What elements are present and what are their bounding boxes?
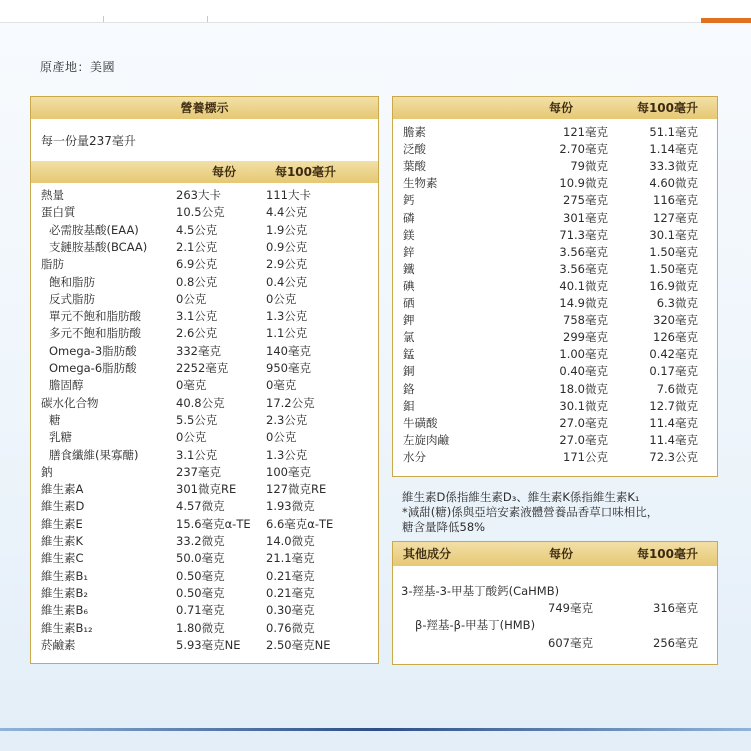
nutrient-per-100ml: 1.1公克 xyxy=(266,326,308,341)
nutrient-row xyxy=(403,210,713,227)
nutrient-per-100ml: 0.21毫克 xyxy=(266,585,315,600)
nutrient-per-serving: 299毫克 xyxy=(563,330,608,345)
nutrient-label: 鋅 xyxy=(403,244,415,259)
nutrient-label: 葉酸 xyxy=(403,159,426,174)
nutrient-label: 維生素B₂ xyxy=(41,585,88,600)
nutrient-row xyxy=(41,187,371,204)
other-ingredients-header xyxy=(393,542,717,566)
nutrient-per-serving: 121毫克 xyxy=(563,125,608,139)
nutrient-row xyxy=(49,377,379,394)
nutrient-per-100ml: 14.0微克 xyxy=(266,534,315,548)
column-per-serving: 每份 xyxy=(548,101,573,115)
nutrient-label: 多元不飽和脂肪酸 xyxy=(49,326,141,341)
nutrient-row xyxy=(403,363,713,380)
nutrient-per-100ml: 127微克RE xyxy=(266,482,327,497)
nutrient-per-100ml: 140毫克 xyxy=(266,343,311,358)
nutrient-per-100ml: 6.3微克 xyxy=(656,296,698,310)
nutrient-per-100ml: 4.4公克 xyxy=(266,205,308,220)
nutrient-row xyxy=(41,464,371,481)
other-ingredient-name: 3-羥基-3-甲基丁酸鈣(CaHMB) xyxy=(401,584,560,598)
nutrient-per-serving: 2.1公克 xyxy=(176,239,218,254)
nutrient-per-100ml: 0公克 xyxy=(266,430,297,445)
nutrient-row xyxy=(49,360,379,377)
nutrient-per-serving: 79微克 xyxy=(570,159,608,174)
nutrient-label: 牛磺酸 xyxy=(403,415,438,430)
nutrient-label: 維生素B₆ xyxy=(41,603,88,618)
nutrient-per-100ml: 51.1毫克 xyxy=(649,125,698,139)
nutrient-per-100ml: 0公克 xyxy=(266,291,297,306)
nutrient-label: 維生素B₁₂ xyxy=(41,620,93,635)
nutrient-row xyxy=(403,278,713,295)
nutrition-title-bar xyxy=(31,97,378,119)
nutrient-per-serving: 3.56毫克 xyxy=(559,244,608,259)
nutrient-per-serving: 0公克 xyxy=(176,430,207,445)
column-per-serving: 每份 xyxy=(548,547,573,561)
nutrient-label: 熱量 xyxy=(41,188,64,202)
nutrient-label: 維生素E xyxy=(41,516,83,531)
nutrient-per-serving: 33.2微克 xyxy=(176,534,225,548)
other-ingredient-per-serving: 749毫克 xyxy=(548,601,593,615)
nutrient-per-100ml: 0.4公克 xyxy=(266,274,308,289)
nutrient-per-100ml: 0.30毫克 xyxy=(266,603,315,618)
nutrient-label: 水分 xyxy=(403,449,426,464)
nutrient-per-100ml: 17.2公克 xyxy=(266,395,315,410)
nutrient-per-100ml: 6.6毫克α-TE xyxy=(266,516,334,531)
nutrient-per-100ml: 7.6微克 xyxy=(656,381,698,396)
nutrient-row xyxy=(403,261,713,278)
nutrient-per-serving: 18.0微克 xyxy=(559,381,608,396)
nutrient-row xyxy=(41,568,371,585)
nutrient-per-100ml: 1.14毫克 xyxy=(649,142,698,157)
nutrient-row xyxy=(41,637,371,654)
column-per-100ml: 每100毫升 xyxy=(636,101,698,115)
column-per-100ml: 每100毫升 xyxy=(636,547,698,561)
nutrient-per-serving: 263大卡 xyxy=(176,188,221,202)
nutrient-label: 支鏈胺基酸(BCAA) xyxy=(49,239,148,254)
nutrient-per-serving: 71.3毫克 xyxy=(559,227,608,242)
nutrient-per-100ml: 21.1毫克 xyxy=(266,551,315,566)
nutrient-label: 鐵 xyxy=(403,261,415,276)
other-ingredient-per-100ml: 256毫克 xyxy=(653,636,698,650)
nutrient-row xyxy=(403,329,713,346)
nutrient-per-serving: 1.00毫克 xyxy=(559,347,608,362)
nutrient-per-100ml: 1.9公克 xyxy=(266,222,308,237)
nutrient-label: 蛋白質 xyxy=(41,205,76,220)
nutrient-row xyxy=(49,447,379,464)
nutrient-row xyxy=(403,192,713,209)
nutrient-label: 維生素D xyxy=(41,499,85,514)
footnote-sugar-reduction: 糖含量降低58% xyxy=(402,520,486,534)
nutrient-row xyxy=(403,346,713,363)
nutrient-per-serving: 50.0毫克 xyxy=(176,551,225,566)
nutrient-label: 必需胺基酸(EAA) xyxy=(49,222,139,237)
nutrient-per-serving: 0.71毫克 xyxy=(176,603,225,618)
nutrient-per-100ml: 0.21毫克 xyxy=(266,568,315,583)
nutrient-per-100ml: 950毫克 xyxy=(266,361,311,375)
top-bar xyxy=(0,0,751,23)
nutrient-row xyxy=(49,412,379,429)
nutrient-per-serving: 2.70毫克 xyxy=(559,142,608,157)
nutrient-per-100ml: 1.50毫克 xyxy=(649,261,698,276)
nutrient-per-100ml: 30.1毫克 xyxy=(649,227,698,242)
other-ingredients-title: 其他成分 xyxy=(403,547,452,561)
nutrient-label: 維生素K xyxy=(41,534,84,548)
nutrient-label: 鈣 xyxy=(403,193,415,208)
top-bar-divider xyxy=(207,16,208,22)
nutrient-label: 碳水化合物 xyxy=(41,395,99,410)
nutrient-row xyxy=(49,308,379,325)
nutrient-per-100ml: 1.3公克 xyxy=(266,309,308,324)
bottom-bar xyxy=(0,728,751,731)
nutrient-per-100ml: 1.93微克 xyxy=(266,499,315,514)
nutrient-row xyxy=(41,498,371,515)
nutrient-per-serving: 40.1微克 xyxy=(559,278,608,293)
nutrient-per-serving: 332毫克 xyxy=(176,343,221,358)
nutrient-row xyxy=(41,516,371,533)
nutrient-label: 銅 xyxy=(403,364,415,379)
nutrient-row xyxy=(41,256,371,273)
nutrient-per-serving: 3.1公克 xyxy=(176,309,218,324)
nutrient-per-serving: 30.1微克 xyxy=(559,398,608,413)
nutrient-label: 鉻 xyxy=(403,381,415,396)
nutrient-per-serving: 2252毫克 xyxy=(176,361,229,375)
nutrient-per-100ml: 1.3公克 xyxy=(266,447,308,462)
nutrient-row xyxy=(403,227,713,244)
nutrient-per-serving: 0毫克 xyxy=(176,378,207,393)
nutrient-per-100ml: 0毫克 xyxy=(266,378,297,393)
nutrient-label: 乳糖 xyxy=(49,430,72,445)
nutrient-per-serving: 15.6毫克α-TE xyxy=(176,516,251,531)
nutrient-row xyxy=(49,325,379,342)
serving-size: 每一份量237毫升 xyxy=(41,134,136,148)
nutrient-label: 鎂 xyxy=(403,227,415,242)
nutrient-per-serving: 0.50毫克 xyxy=(176,568,225,583)
nutrient-row xyxy=(41,550,371,567)
nutrient-row xyxy=(49,274,379,291)
nutrition-title: 營養標示 xyxy=(180,101,229,115)
other-ingredient-name: β-羥基-β-甲基丁(HMB) xyxy=(415,618,536,632)
nutrient-per-serving: 5.93毫克NE xyxy=(176,637,241,652)
nutrient-label: 左旋肉鹼 xyxy=(403,432,449,447)
nutrient-per-serving: 1.80微克 xyxy=(176,620,225,635)
nutrient-label: 菸鹼素 xyxy=(41,637,76,652)
nutrient-row xyxy=(403,141,713,158)
nutrient-row xyxy=(403,415,713,432)
nutrient-row xyxy=(41,620,371,637)
nutrient-label: 硒 xyxy=(403,296,415,310)
nutrient-per-100ml: 2.50毫克NE xyxy=(266,637,331,652)
column-per-100ml: 每100毫升 xyxy=(274,165,336,179)
nutrient-per-serving: 0.40毫克 xyxy=(559,364,608,379)
nutrition-column-header xyxy=(31,161,378,183)
footnote-reduced-sugar: *減甜(糖)係與亞培安素液體營養品香草口味相比， xyxy=(402,505,659,519)
nutrient-per-100ml: 100毫克 xyxy=(266,464,311,479)
nutrient-per-serving: 6.9公克 xyxy=(176,257,218,272)
nutrient-row xyxy=(49,429,379,446)
nutrient-label: 鉀 xyxy=(403,313,415,328)
nutrient-per-100ml: 12.7微克 xyxy=(649,398,698,413)
nutrient-per-100ml: 0.76微克 xyxy=(266,620,315,635)
nutrient-row xyxy=(403,312,713,329)
nutrient-per-100ml: 72.3公克 xyxy=(649,449,698,464)
nutrient-row xyxy=(49,222,379,239)
nutrient-per-serving: 4.5公克 xyxy=(176,222,218,237)
nutrient-label: 磷 xyxy=(403,210,415,225)
nutrition-facts-panel xyxy=(30,96,379,664)
nutrient-row xyxy=(403,381,713,398)
nutrient-row xyxy=(403,432,713,449)
nutrient-label: 反式脂肪 xyxy=(49,291,95,306)
nutrient-label: 生物素 xyxy=(403,176,438,191)
nutrient-row xyxy=(49,239,379,256)
nutrient-per-serving: 40.8公克 xyxy=(176,395,225,410)
column-per-serving: 每份 xyxy=(211,165,236,179)
nutrient-per-serving: 0.50毫克 xyxy=(176,585,225,600)
nutrient-per-100ml: 0.42毫克 xyxy=(649,347,698,362)
nutrient-row xyxy=(403,398,713,415)
nutrient-row xyxy=(403,124,713,141)
top-accent-bar xyxy=(701,18,751,23)
nutrient-row xyxy=(403,244,713,261)
nutrient-per-serving: 27.0毫克 xyxy=(559,415,608,430)
nutrient-per-100ml: 11.4毫克 xyxy=(649,415,698,430)
top-bar-divider xyxy=(103,16,104,22)
nutrient-per-serving: 171公克 xyxy=(563,449,608,464)
nutrient-per-100ml: 16.9微克 xyxy=(649,278,698,293)
nutrient-label: 維生素C xyxy=(41,551,84,566)
nutrient-row xyxy=(41,585,371,602)
nutrient-label: Omega-3脂肪酸 xyxy=(49,343,137,358)
nutrient-per-serving: 0公克 xyxy=(176,291,207,306)
nutrient-per-serving: 4.57微克 xyxy=(176,499,225,514)
nutrient-label: 膳食纖維(果寡醣) xyxy=(49,447,139,462)
nutrient-per-100ml: 11.4毫克 xyxy=(649,432,698,447)
nutrient-label: 鉬 xyxy=(403,398,415,413)
nutrient-per-serving: 10.5公克 xyxy=(176,205,225,220)
nutrient-per-100ml: 0.17毫克 xyxy=(649,364,698,379)
nutrient-label: 維生素B₁ xyxy=(41,568,88,583)
nutrient-per-serving: 3.1公克 xyxy=(176,447,218,462)
nutrient-label: 飽和脂肪 xyxy=(49,274,95,289)
nutrient-label: 膽固醇 xyxy=(49,378,84,393)
nutrient-row xyxy=(41,395,371,412)
other-ingredient-per-serving: 607毫克 xyxy=(548,636,593,650)
nutrition-facts-continued-panel xyxy=(392,96,718,477)
nutrient-label: Omega-6脂肪酸 xyxy=(49,361,137,375)
nutrient-row xyxy=(41,602,371,619)
nutrient-per-serving: 27.0毫克 xyxy=(559,432,608,447)
nutrient-label: 泛酸 xyxy=(403,142,426,157)
nutrient-per-100ml: 0.9公克 xyxy=(266,239,308,254)
nutrient-row xyxy=(49,291,379,308)
origin-label: 原產地：美國 xyxy=(40,60,116,74)
nutrient-label: 鈉 xyxy=(41,464,53,479)
nutrient-row xyxy=(403,158,713,175)
nutrient-per-100ml: 116毫克 xyxy=(653,193,698,208)
nutrient-per-serving: 758毫克 xyxy=(563,313,608,328)
nutrient-per-100ml: 33.3微克 xyxy=(649,159,698,174)
nutrient-label: 糖 xyxy=(49,412,61,427)
nutrient-row xyxy=(41,533,371,550)
nutrient-row xyxy=(49,343,379,360)
other-ingredients-panel xyxy=(392,541,718,665)
nutrient-per-100ml: 320毫克 xyxy=(653,313,698,328)
nutrient-label: 膽素 xyxy=(403,125,426,139)
nutrient-per-serving: 301微克RE xyxy=(176,482,237,497)
nutrient-label: 碘 xyxy=(403,278,415,293)
nutrient-per-100ml: 111大卡 xyxy=(266,188,311,202)
nutrient-per-serving: 301毫克 xyxy=(563,210,608,225)
nutrition-continued-header xyxy=(393,97,717,119)
nutrient-per-serving: 14.9微克 xyxy=(559,296,608,310)
nutrient-per-100ml: 127毫克 xyxy=(653,210,698,225)
nutrient-label: 單元不飽和脂肪酸 xyxy=(49,309,141,324)
nutrient-per-100ml: 2.9公克 xyxy=(266,257,308,272)
nutrient-label: 維生素A xyxy=(41,482,84,497)
nutrient-row xyxy=(41,481,371,498)
nutrient-per-serving: 237毫克 xyxy=(176,464,221,479)
nutrient-label: 錳 xyxy=(403,347,415,362)
nutrient-per-serving: 10.9微克 xyxy=(559,176,608,191)
nutrient-per-100ml: 4.60微克 xyxy=(649,176,698,191)
nutrient-row xyxy=(41,204,371,221)
nutrient-row xyxy=(403,175,713,192)
nutrient-per-serving: 2.6公克 xyxy=(176,326,218,341)
nutrient-label: 脂肪 xyxy=(41,257,64,272)
nutrient-row xyxy=(403,449,713,466)
nutrient-per-serving: 275毫克 xyxy=(563,193,608,208)
other-ingredient-per-100ml: 316毫克 xyxy=(653,601,698,615)
nutrient-per-serving: 3.56毫克 xyxy=(559,261,608,276)
nutrient-per-serving: 5.5公克 xyxy=(176,412,218,427)
nutrient-per-100ml: 1.50毫克 xyxy=(649,244,698,259)
nutrient-per-100ml: 2.3公克 xyxy=(266,412,308,427)
footnote-vitamin-forms: 維生素D係指維生素D₃、維生素K係指維生素K₁ xyxy=(402,490,640,504)
nutrient-per-100ml: 126毫克 xyxy=(653,330,698,345)
nutrient-label: 氯 xyxy=(403,330,415,345)
nutrient-row xyxy=(403,295,713,312)
nutrient-per-serving: 0.8公克 xyxy=(176,274,218,289)
